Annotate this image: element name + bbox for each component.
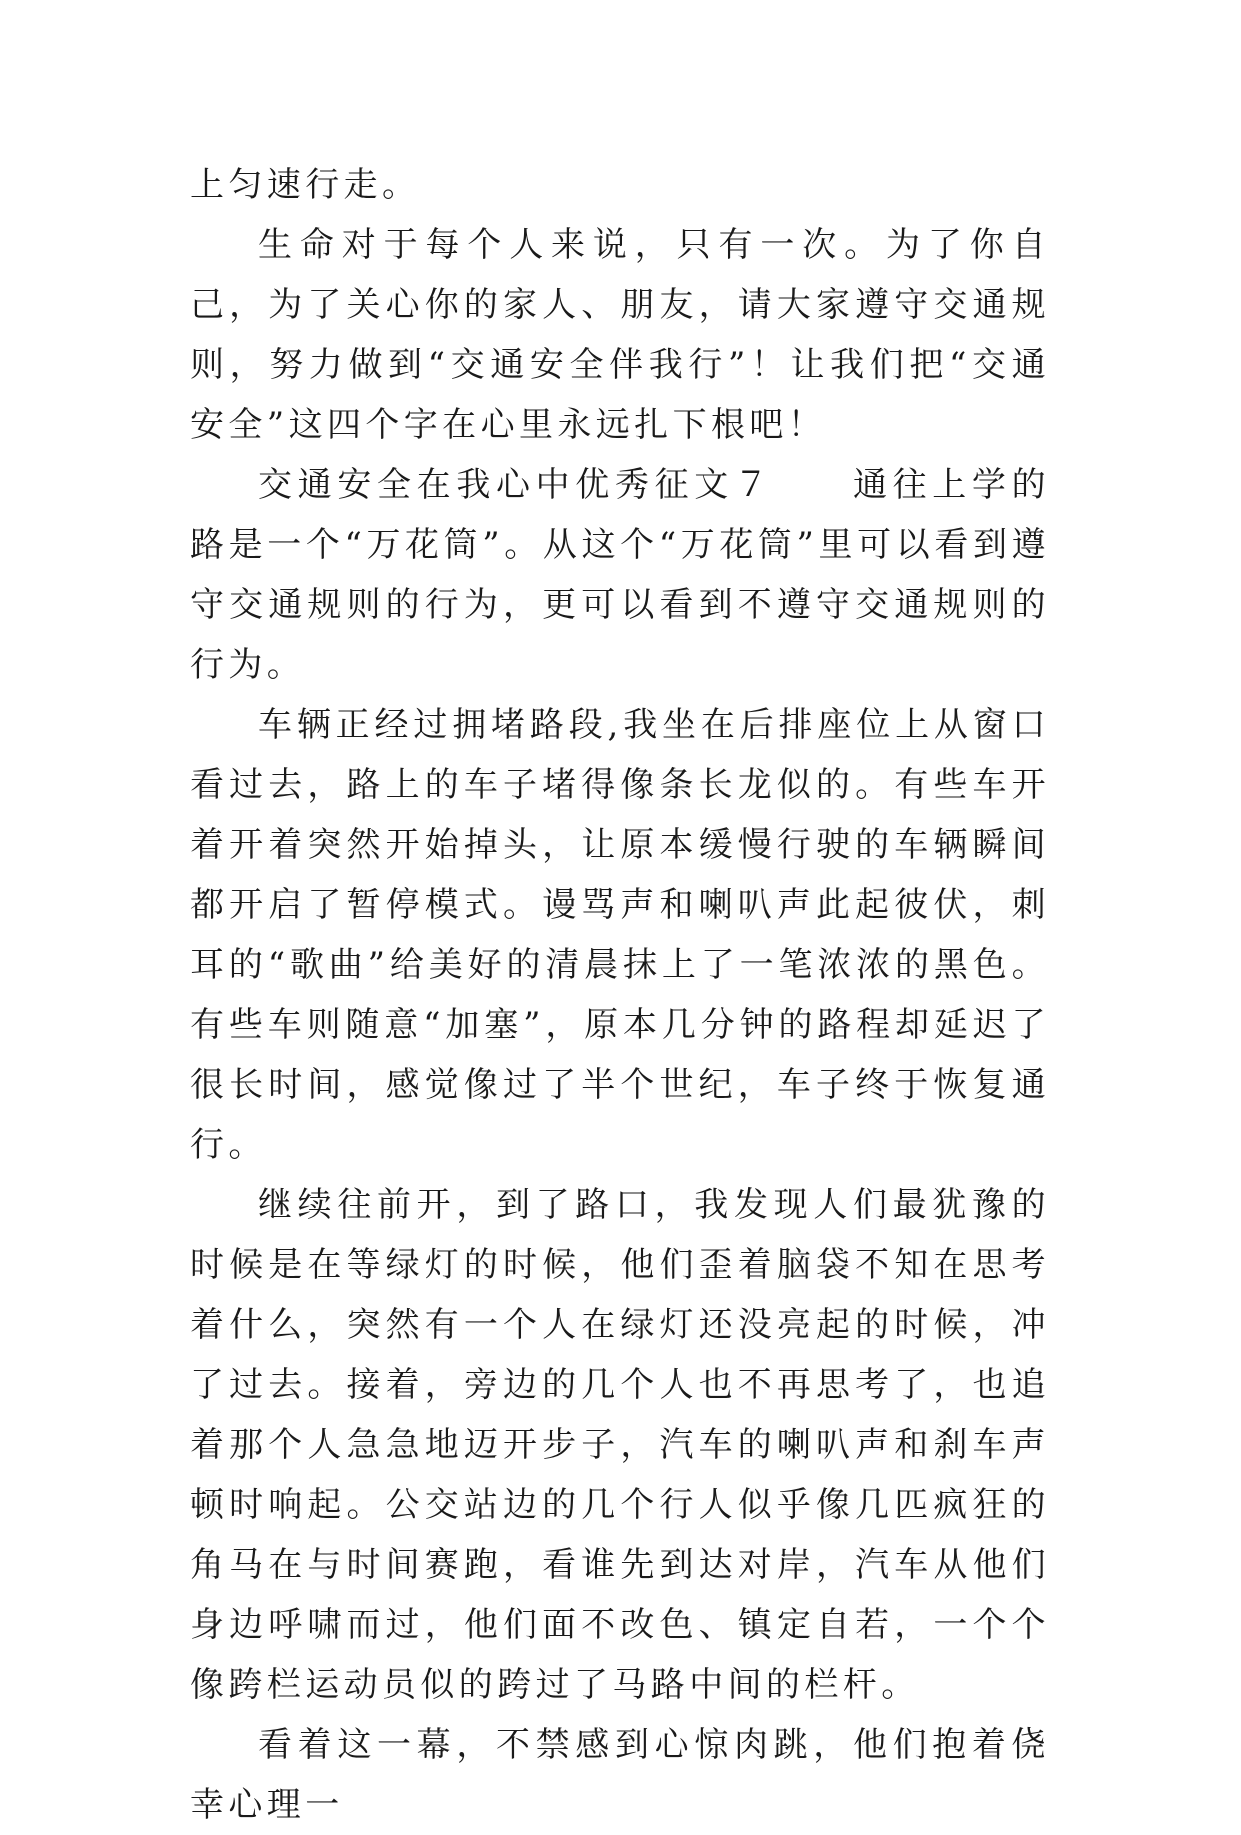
paragraph-life-once: 生命对于每个人来说，只有一次。为了你自己，为了关心你的家人、朋友，请大家遵守交通规则，努力做到“交通安全伴我行”！让我们把“交通安全”这四个字在心里永远扎下根吧！ (190, 225, 1051, 445)
paragraph-essay-title-kaleidoscope: 交通安全在我心中优秀征文７ 通往上学的路是一个“万花筒”。从这个“万花筒”里可以看到遵守交通规则的行为，更可以看到不遵守交通规则的行为。 (190, 465, 1050, 685)
paragraph-shocked: 看着这一幕，不禁感到心惊肉跳，他们抱着侥幸心理一 (190, 1725, 1050, 1825)
paragraph-traffic-jam: 车辆正经过拥堵路段,我坐在后排座位上从窗口看过去，路上的车子堵得像条长龙似的。有些车开着开着突然开始掉头，让原本缓慢行驶的车辆瞬间都开启了暂停模式。谩骂声和喇叭声此起彼伏，刺耳的“歌曲”给美好的清晨抹上了一笔浓浓的黑色。有些车则随意“加塞”，原本几分钟的路程却延迟了很长时间，感觉像过了半个世纪，车子终于恢复通行。 (190, 705, 1050, 1165)
paragraph-continuation: 上匀速行走。 (190, 165, 421, 205)
document-body (190, 155, 1050, 1835)
paragraph-intersection: 继续往前开，到了路口，我发现人们最犹豫的时候是在等绿灯的时候，他们歪着脑袋不知在思考着什么，突然有一个人在绿灯还没亮起的时候，冲了过去。接着，旁边的几个人也不再思考了，也追着那个人急急地迈开步子，汽车的喇叭声和刹车声顿时响起。公交站边的几个行人似乎像几匹疯狂的角马在与时间赛跑，看谁先到达对岸，汽车从他们身边呼啸而过，他们面不改色、镇定自若，一个个像跨栏运动员似的跨过了马路中间的栏杆。 (190, 1185, 1050, 1705)
